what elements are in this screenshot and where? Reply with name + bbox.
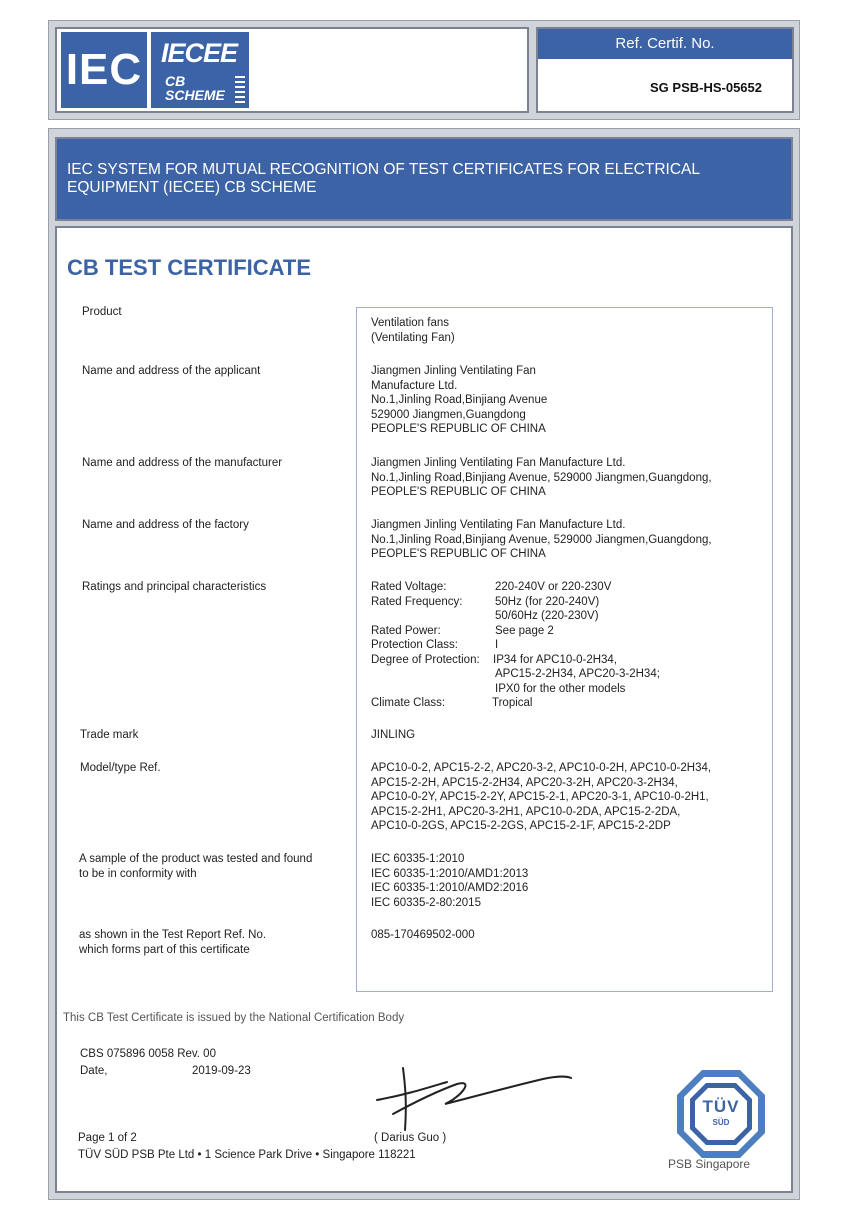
rated-frequency-value-2: 50/60Hz (220-230V) [495,610,599,622]
banner-title: IEC SYSTEM FOR MUTUAL RECOGNITION OF TEST CERTIFICATES FOR ELECTRICAL EQUIPMENT (IECEE) CB SCHEME [67,161,700,196]
report-label-line: which forms part of this certificate [79,943,250,956]
factory-line: PEOPLE'S REPUBLIC OF CHINA [371,548,546,560]
applicant-value [371,364,547,437]
model-label: Model/type Ref. [80,762,161,774]
cbs-reference: CBS 075896 0058 Rev. 00 [80,1048,216,1060]
iec-logo-text: IEC [65,45,143,94]
logo-stripes [235,76,245,104]
manufacturer-label: Name and address of the manufacturer [82,457,283,469]
standard-line: IEC 60335-1:2010/AMD2:2016 [371,882,529,894]
rated-power-value: See page 2 [495,625,554,637]
date-value: 2019-09-23 [192,1065,251,1077]
cb-scheme-logo-text [165,74,225,102]
applicant-line: 529000 Jiangmen,Guangdong [371,408,526,421]
report-label [79,928,266,957]
factory-line: No.1,Jinling Road,Binjiang Avenue, 529000 Jiangmen,Guangdong, [371,533,712,546]
sample-label-line: to be in conformity with [79,867,197,880]
standards-value [371,852,528,910]
applicant-line: Jiangmen Jinling Ventilating Fan [371,365,536,377]
scheme-banner [55,137,793,221]
ratings-label: Ratings and principal characteristics [82,581,267,593]
product-value [371,316,455,345]
signature-icon [365,1062,580,1137]
signatory-name: ( Darius Guo ) [374,1132,447,1144]
factory-line: Jiangmen Jinling Ventilating Fan Manufacture Ltd. [371,519,626,531]
scheme-text: SCHEME [165,87,225,103]
company-address: TÜV SÜD PSB Pte Ltd • 1 Science Park Drive • Singapore 118221 [78,1149,416,1161]
rated-frequency-value: 50Hz (for 220-240V) [495,596,600,608]
manufacturer-line: PEOPLE'S REPUBLIC OF CHINA [371,486,546,498]
degree-protection-key: Degree of Protection: [371,654,480,666]
tuv-sud-logo [675,1068,767,1160]
model-line: APC10-0-2Y, APC15-2-2Y, APC15-2-1, APC20-3-1, APC10-0-2H1, [371,791,709,803]
issued-by-text: This CB Test Certificate is issued by the National Certification Body [63,1012,405,1024]
rated-power-key: Rated Power: [371,625,441,637]
standard-line: IEC 60335-1:2010/AMD1:2013 [371,867,529,880]
standard-line: IEC 60335-2-80:2015 [371,896,481,909]
iec-logo [61,32,147,108]
report-label-line: as shown in the Test Report Ref. No. [79,929,267,941]
protection-class-value: I [495,639,499,651]
date-label: Date, [80,1065,108,1077]
factory-label: Name and address of the factory [82,519,249,531]
rated-voltage-key: Rated Voltage: [371,581,447,593]
product-line: Ventilation fans [371,317,450,329]
iecee-logo-text: IECEE [161,38,238,68]
degree-protection-value-2: APC15-2-2H34, APC20-3-2H34; [495,668,660,680]
degree-protection-value-3: IPX0 for the other models [495,683,626,695]
rated-voltage-value: 220-240V or 220-230V [495,581,612,593]
ref-certificate-label: Ref. Certif. No. [538,29,792,59]
sud-logo-text: SÜD [712,1118,730,1127]
model-line: APC15-2-2H, APC15-2-2H34, APC20-3-2H, APC20-3-2H34, [371,776,678,789]
sample-label [79,852,312,881]
sample-label-line: A sample of the product was tested and found [79,853,313,865]
ref-certificate-number: SG PSB-HS-05652 [650,80,762,95]
page-number: Page 1 of 2 [78,1132,137,1144]
climate-class-value: Tropical [492,697,533,709]
manufacturer-line: No.1,Jinling Road,Binjiang Avenue, 529000 Jiangmen,Guangdong, [371,471,712,484]
trademark-label: Trade mark [80,729,139,741]
applicant-line: PEOPLE'S REPUBLIC OF CHINA [371,423,546,435]
model-line: APC10-0-2GS, APC15-2-2GS, APC15-2-1F, APC15-2-2DP [371,820,671,832]
applicant-line: Manufacture Ltd. [371,379,458,392]
cb-text: CB [165,73,186,89]
manufacturer-value [371,456,712,500]
iecee-cb-scheme-logo [151,32,249,108]
model-line: APC15-2-2H1, APC20-3-2H1, APC10-0-2DA, APC15-2-2DA, [371,805,681,818]
climate-class-key: Climate Class: [371,697,446,709]
product-line: (Ventilating Fan) [371,331,455,344]
degree-protection-value: IP34 for APC10-0-2H34, [493,654,618,666]
standard-line: IEC 60335-1:2010 [371,853,465,865]
model-value [371,761,711,834]
tuv-logo-text: TÜV [702,1097,740,1116]
product-label: Product [82,306,122,318]
applicant-line: No.1,Jinling Road,Binjiang Avenue [371,394,548,406]
manufacturer-line: Jiangmen Jinling Ventilating Fan Manufacture Ltd. [371,457,626,469]
protection-class-key: Protection Class: [371,639,458,651]
report-number: 085-170469502-000 [371,929,475,941]
psb-singapore-caption: PSB Singapore [668,1157,751,1171]
trademark-value: JINLING [371,729,416,741]
certificate-title: CB TEST CERTIFICATE [67,255,312,280]
applicant-label: Name and address of the applicant [82,365,261,377]
rated-frequency-key: Rated Frequency: [371,596,463,608]
factory-value [371,518,712,562]
model-line: APC10-0-2, APC15-2-2, APC20-3-2, APC10-0-2H, APC10-0-2H34, [371,762,712,774]
